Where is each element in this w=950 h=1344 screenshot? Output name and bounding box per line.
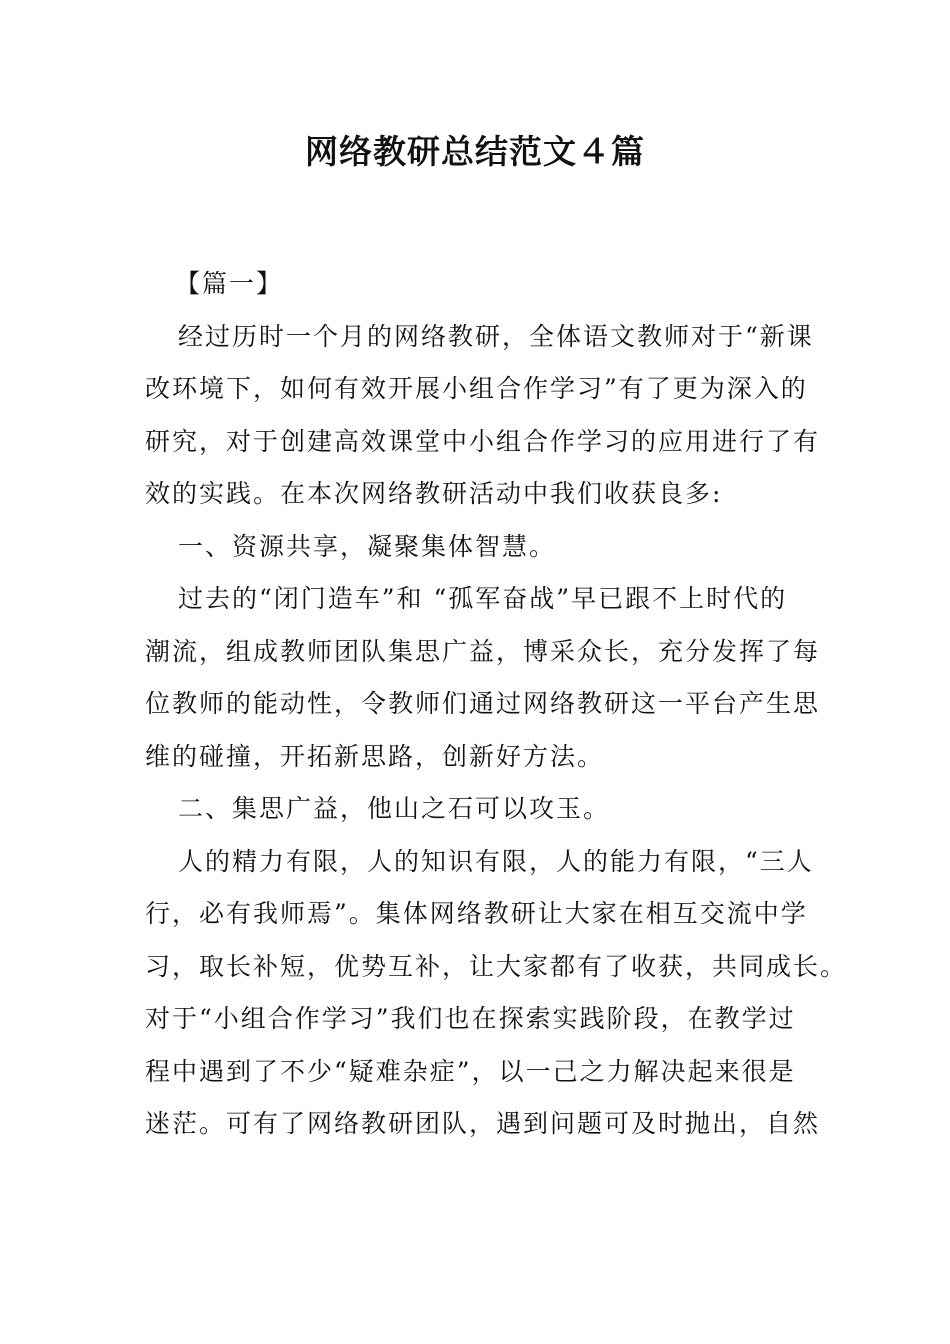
paragraph-line: 潮流，组成教师团队集思广益，博采众长，充分发挥了每 xyxy=(145,636,821,666)
paragraph-line: 迷茫。可有了网络教研团队，遇到问题可及时抛出，自然 xyxy=(145,1109,821,1138)
paragraph-line: 改环境下，如何有效开展小组合作学习”有了更为深入的 xyxy=(145,374,808,403)
section-label: 【篇一】 xyxy=(175,269,284,298)
paragraph-line: 效的实践。在本次网络教研活动中我们收获良多: xyxy=(145,479,723,508)
paragraph-line: 维的碰撞，开拓新思路，创新好方法。 xyxy=(145,741,605,771)
paragraph-line: 行，必有我师焉”。集体网络教研让大家在相互交流中学 xyxy=(145,899,808,928)
paragraph-line: 习，取长补短，优势互补，让大家都有了收获，共同成长。 xyxy=(145,951,848,981)
paragraph-line: 研究，对于创建高效课堂中小组合作学习的应用进行了有 xyxy=(145,426,821,456)
paragraph-1 xyxy=(145,311,821,521)
paragraph-3 xyxy=(145,836,848,1151)
document-title: 网络教研总结范文４篇 xyxy=(305,132,645,171)
paragraph-line: 位教师的能动性，令教师们通过网络教研这一平台产生思 xyxy=(145,689,821,718)
paragraph-line: 人的精力有限，人的知识有限，人的能力有限，“三人 xyxy=(178,846,814,876)
paragraph-2 xyxy=(145,573,821,783)
paragraph-line: 过去的“闭门造车”和 “孤军奋战”早已跟不上时代的 xyxy=(178,584,788,613)
document-body xyxy=(145,258,848,1151)
section-heading-1: 一、资源共享，凝聚集体智慧。 xyxy=(178,531,557,561)
section-heading-2: 二、集思广益，他山之石可以攻玉。 xyxy=(178,794,611,823)
paragraph-line: 程中遇到了不少“疑难杂症”，以一己之力解决起来很是 xyxy=(145,1056,796,1086)
paragraph-line: 对于“小组合作学习”我们也在探索实践阶段，在教学过 xyxy=(145,1004,796,1033)
paragraph-line: 经过历时一个月的网络教研，全体语文教师对于“新课 xyxy=(178,321,814,351)
